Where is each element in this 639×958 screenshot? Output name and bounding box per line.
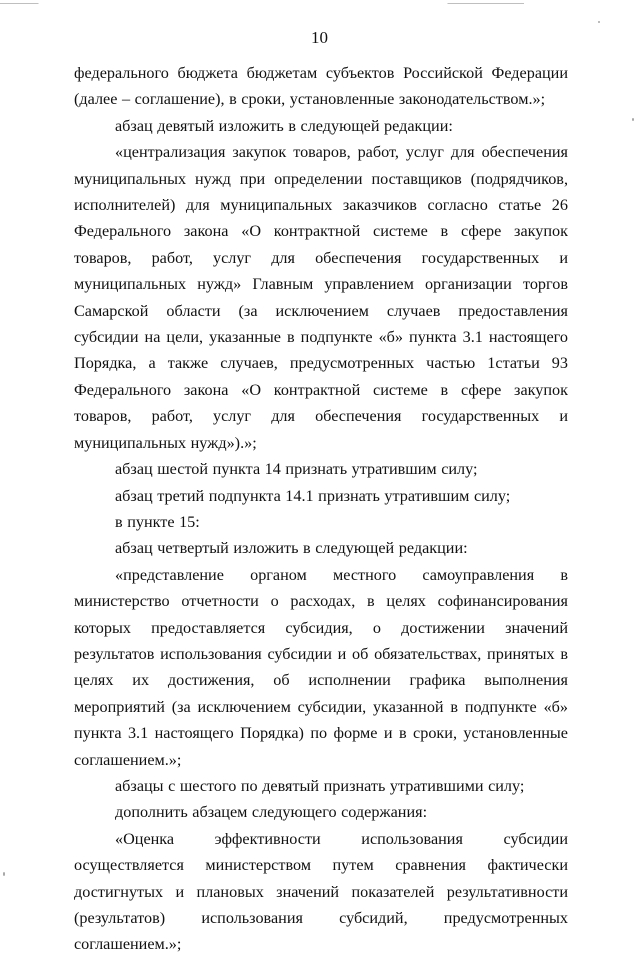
paragraph-amendment-ninth: абзац девятый изложить в следующей редакции:: [115, 116, 453, 135]
paragraph-supplement: дополнить абзацем следующего содержания:: [115, 803, 428, 822]
paragraph-sixth-to-ninth: абзацы с шестого по девятый признать утратившими силу;: [115, 776, 525, 795]
document-body: [74, 60, 568, 958]
paragraph-efficiency-quote: «Оценка эффективности использования субсидии осуществляется министерством путем сравнения фактически достигнутых и плановых значений показателей результативности (результатов) использования субсидий, предусмотренных соглашением.»;: [74, 829, 568, 954]
paragraph-third-item-14-1: абзац третий подпункта 14.1 признать утратившим силу;: [115, 486, 511, 505]
scan-speck: [632, 118, 634, 121]
paragraph-reporting-quote: «представление органом местного самоуправления в министерство отчетности о расходах, в целях софинансирования которых предоставляется субсидия, о достижении значений результатов использования субсидии и об обязательствах, принятых в целях их достижения, об исполнении графика выполнения мероприятий (за исключением субсидии, указанной в подпункте «б» пункта 3.1 настоящего Порядка) по форме и в сроки, установленные соглашением.»;: [74, 565, 568, 769]
page-number: 10: [311, 28, 328, 47]
paragraph-fourth-amendment: абзац четвертый изложить в следующей редакции:: [115, 539, 468, 558]
scan-speck: [598, 21, 600, 23]
paragraph-continuation: федерального бюджета бюджетам субъектов Российской Федерации (далее – соглашение), в сроки, установленные законодательством.»;: [74, 64, 568, 109]
scan-edge-line: [0, 3, 639, 4]
paragraph-centralization-quote: «централизация закупок товаров, работ, услуг для обеспечения муниципальных нужд при определении поставщиков (подрядчиков, исполнителей) для муниципальных заказчиков согласно статье 26 Федерального закона «О контрактной системе в сфере закупок товаров, работ, услуг для обеспечения государственных и муниципальных нужд» Главным управлением организации торгов Самарской области (за исключением случаев предоставления субсидии на цели, указанные в подпункте «б» пункта 3.1 настоящего Порядка, а также случаев, предусмотренных частью 1статьи 93 Федерального закона «О контрактной системе в сфере закупок товаров, работ, услуг для обеспечения государственных и муниципальных нужд»).»;: [74, 143, 568, 452]
scan-speck: [3, 872, 5, 876]
paragraph-sixth-item-14: абзац шестой пункта 14 признать утратившим силу;: [115, 460, 478, 479]
paragraph-item-15: в пункте 15:: [115, 512, 200, 531]
